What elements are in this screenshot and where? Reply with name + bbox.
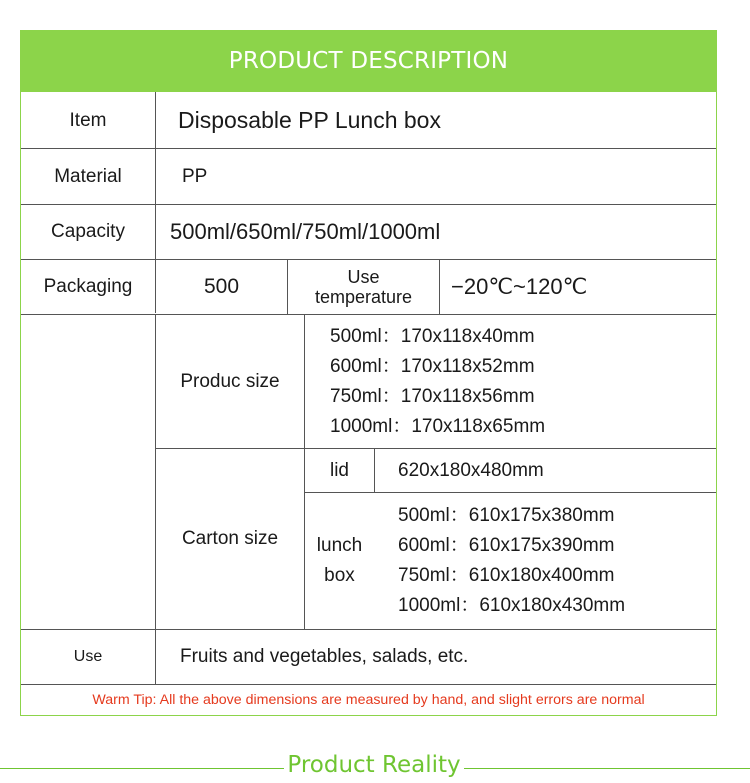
produc-size-label: Produc size [180, 370, 280, 392]
material-label: Material [54, 165, 122, 187]
item-label: Item [69, 109, 107, 131]
column-divider [155, 630, 156, 684]
list-item: 600ml：170x118x52mm [330, 355, 535, 377]
list-item: 600ml：610x175x390mm [398, 535, 615, 556]
lunch-box-values [398, 493, 625, 629]
use-temperature-value: −20℃~120℃ [451, 274, 588, 299]
lid-value: 620x180x480mm [398, 459, 544, 481]
lunch-box-label-line2: box [324, 565, 355, 586]
capacity-label: Capacity [51, 221, 125, 242]
footer-line-left [0, 768, 284, 769]
material-value: PP [182, 165, 208, 187]
list-item: 500ml：170x118x40mm [330, 325, 535, 347]
column-divider [374, 449, 375, 492]
capacity-value: 500ml/650ml/750ml/1000ml [170, 219, 441, 244]
carton-size-label: Carton size [181, 528, 279, 549]
warm-tip: Warm Tip: All the above dimensions are measured by hand, and slight errors are normal [92, 691, 645, 708]
lid-label: lid [329, 459, 349, 481]
list-item: 1000ml：610x180x430mm [398, 595, 626, 616]
lunch-box-label [305, 493, 374, 629]
use-label: Use [73, 648, 103, 665]
item-value: Disposable PP Lunch box [178, 107, 441, 133]
use-temperature-label-line1: Use [347, 267, 380, 287]
use-temperature-label [288, 260, 439, 314]
footer-line-right [464, 768, 750, 769]
list-item: 750ml：610x180x400mm [398, 565, 615, 586]
packaging-label: Packaging [43, 276, 133, 297]
use-temperature-label-line2: temperature [314, 287, 413, 307]
packaging-value: 500 [203, 275, 240, 298]
list-item: 1000ml：170x118x65mm [330, 415, 546, 437]
use-value: Fruits and vegetables, salads, etc. [180, 646, 469, 667]
list-item: 500ml：610x175x380mm [398, 505, 615, 526]
list-item: 750ml：170x118x56mm [330, 385, 535, 407]
table-header: PRODUCT DESCRIPTION [20, 30, 717, 92]
produc-size-values [330, 315, 545, 448]
product-reality-title: Product Reality [287, 752, 461, 778]
lunch-box-label-line1: lunch [316, 535, 363, 556]
column-divider [439, 260, 440, 314]
